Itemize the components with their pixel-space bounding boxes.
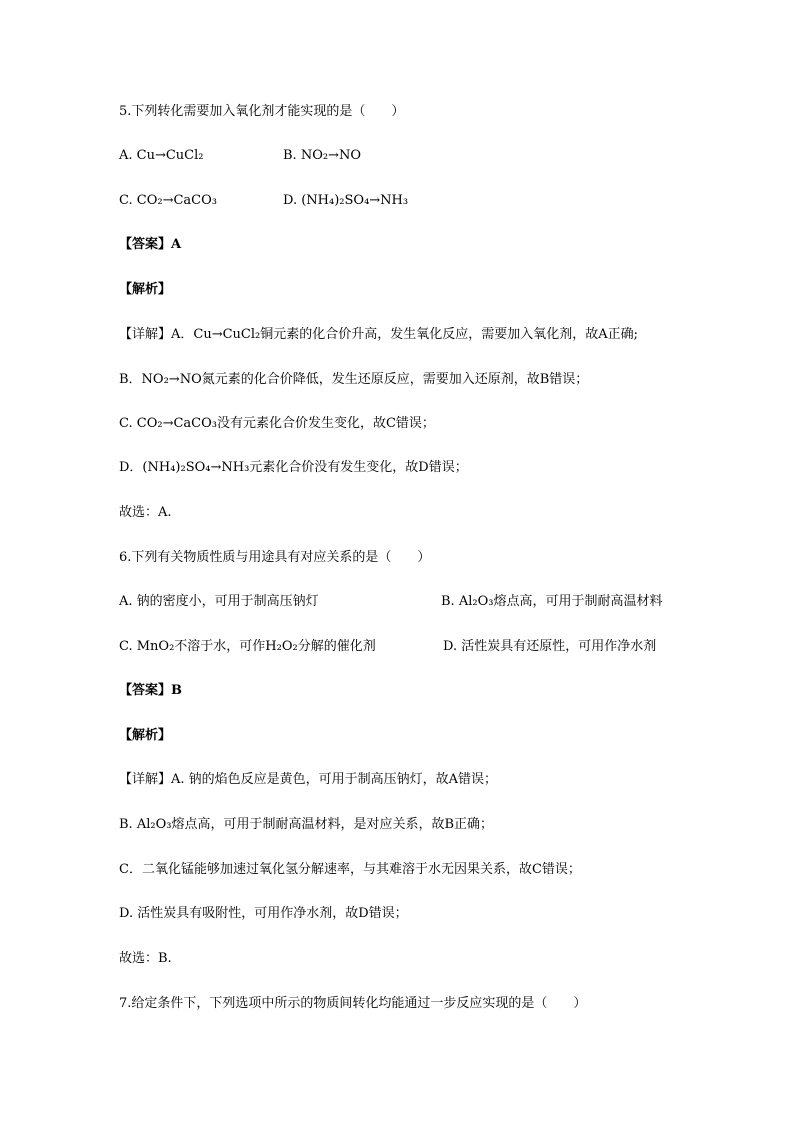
q6-conclusion: 故选：B. [119, 951, 172, 966]
q5-stem: 5.下列转化需要加入氧化剂才能实现的是（ ） [119, 104, 405, 119]
q5-conclusion: 故选：A. [119, 505, 172, 520]
q5-answer: 【答案】A [119, 237, 182, 252]
q6-stem: 6.下列有关物质性质与用途具有对应关系的是（ ） [119, 550, 431, 565]
q6-option-d: D. 活性炭具有还原性，可用作净水剂 [443, 639, 657, 654]
q5-detail-1: 【详解】A．Cu→CuCl₂铜元素的化合价升高，发生氧化反应，需要加入氧化剂，故A正确; [119, 327, 639, 342]
q5-analysis-heading: 【解析】 [119, 282, 172, 297]
q7-stem: 7.给定条件下，下列选项中所示的物质间转化均能通过一步反应实现的是（ ） [119, 996, 587, 1011]
q5-detail-3: C. CO₂→CaCO₃没有元素化合价发生变化，故C错误； [119, 416, 435, 431]
q6-detail-3: C．二氧化锰能够加速过氧化氢分解速率，与其难溶于水无因果关系，故C错误； [119, 862, 581, 877]
q5-option-b: B. NO₂→NO [283, 148, 361, 163]
q6-option-a: A. 钠的密度小，可用于制高压钠灯 [119, 594, 319, 609]
q6-answer: 【答案】B [119, 683, 182, 698]
q5-detail-2: B．NO₂→NO氮元素的化合价降低，发生还原反应，需要加入还原剂，故B错误； [119, 372, 589, 387]
q5-option-d: D. (NH₄)₂SO₄→NH₃ [283, 193, 409, 208]
q5-detail-4: D．(NH₄)₂SO₄→NH₃元素化合价没有发生变化，故D错误； [119, 460, 468, 475]
q5-option-a: A. Cu→CuCl₂ [119, 148, 204, 163]
q6-detail-4: D. 活性炭具有吸附性，可用作净水剂，故D错误； [119, 906, 408, 921]
q6-detail-2: B. Al₂O₃熔点高，可用于制耐高温材料，是对应关系，故B正确； [119, 817, 493, 832]
q6-option-b: B. Al₂O₃熔点高，可用于制耐高温材料 [441, 594, 663, 609]
q5-option-c: C. CO₂→CaCO₃ [119, 193, 217, 208]
q6-analysis-heading: 【解析】 [119, 728, 172, 743]
q6-detail-1: 【详解】A. 钠的焰色反应是黄色，可用于制高压钠灯，故A错误； [119, 772, 498, 787]
q6-option-c: C. MnO₂不溶于水，可作H₂O₂分解的催化剂 [119, 639, 376, 654]
